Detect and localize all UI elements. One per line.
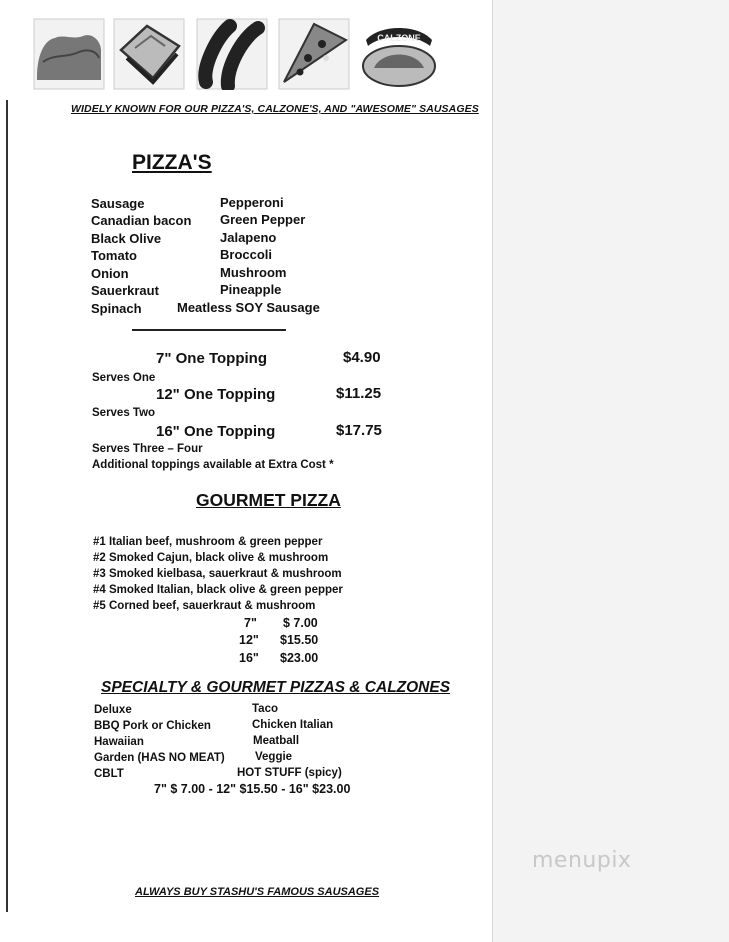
topping-left: Canadian bacon: [91, 213, 192, 228]
gourmet-price: $23.00: [280, 651, 319, 665]
topping-right: Pepperoni: [220, 195, 284, 210]
topping-left: Onion: [91, 266, 129, 281]
pizza-size-label: 7" One Topping: [156, 350, 267, 367]
gourmet-size: 16": [239, 651, 259, 665]
sausage-links-icon: [196, 18, 268, 90]
topping-left: Sauerkraut: [91, 283, 159, 298]
topping-left: Tomato: [91, 248, 137, 263]
topping-right: Pineapple: [220, 282, 282, 297]
pizza-size-price: $4.90: [343, 349, 381, 366]
specialty-item-left: BBQ Pork or Chicken: [94, 720, 211, 732]
topping-left: Black Olive: [91, 231, 162, 246]
gourmet-item: #5 Corned beef, sauerkraut & mushroom: [93, 600, 316, 612]
specialty-item-right: Meatball: [253, 735, 300, 747]
serves-text: Serves Two: [92, 407, 156, 419]
topping-left: Spinach: [91, 301, 142, 316]
specialty-item-right: HOT STUFF (spicy): [237, 767, 342, 779]
serves-text: Serves Three – Four: [92, 443, 203, 455]
specialty-item-left: Hawaiian: [94, 736, 144, 748]
gourmet-price: $ 7.00: [283, 616, 318, 630]
topping-right: Meatless SOY Sausage: [177, 300, 320, 315]
topping-right: Green Pepper: [220, 212, 306, 227]
extra-toppings-note: Additional toppings available at Extra Cost *: [92, 459, 334, 471]
hoagie-roll-icon: [33, 18, 105, 90]
specialty-item-right: Chicken Italian: [252, 719, 334, 731]
serves-text: Serves One: [92, 372, 156, 384]
specialty-heading: SPECIALTY & GOURMET PIZZAS & CALZONES: [101, 679, 451, 696]
pizza-size-price: $17.75: [336, 422, 382, 439]
footer-slogan: ALWAYS BUY STASHU'S FAMOUS SAUSAGES: [135, 886, 380, 898]
sandwich-icon: [113, 18, 185, 90]
topping-right: Mushroom: [220, 265, 287, 280]
topping-left: Sausage: [91, 196, 145, 211]
gourmet-heading: GOURMET PIZZA: [196, 490, 341, 510]
gourmet-item: #3 Smoked kielbasa, sauerkraut & mushroom: [93, 568, 342, 580]
gourmet-item: #4 Smoked Italian, black olive & green pepper: [93, 584, 343, 596]
specialty-item-left: CBLT: [94, 768, 124, 780]
specialty-item-left: Garden (HAS NO MEAT): [94, 752, 225, 764]
gourmet-price: $15.50: [280, 633, 319, 647]
pizza-size-price: $11.25: [336, 385, 382, 402]
left-border-line: [6, 100, 8, 912]
topping-right: Broccoli: [220, 247, 273, 262]
scan-background: [492, 0, 729, 942]
calzone-logo-icon: [360, 18, 438, 90]
specialty-item-left: Deluxe: [94, 704, 132, 716]
specialty-prices-line: 7" $ 7.00 - 12" $15.50 - 16" $23.00: [154, 782, 351, 796]
pizza-size-label: 16" One Topping: [156, 423, 276, 440]
gourmet-item: #1 Italian beef, mushroom & green pepper: [93, 536, 323, 548]
tagline-banner: WIDELY KNOWN FOR OUR PIZZA'S, CALZONE'S, AND "AWESOME" SAUSAGES: [71, 103, 479, 115]
specialty-item-right: Taco: [252, 703, 278, 715]
specialty-item-right: Veggie: [255, 751, 293, 763]
pizzas-heading: PIZZA'S: [132, 151, 212, 174]
calzone-logo-text: CALZONE: [377, 33, 421, 43]
gourmet-item: #2 Smoked Cajun, black olive & mushroom: [93, 552, 329, 564]
section-divider: [132, 329, 286, 331]
pizza-slice-icon: [278, 18, 350, 90]
menupix-watermark: menupix: [532, 848, 632, 873]
topping-right: Jalapeno: [220, 230, 277, 245]
gourmet-size: 7": [244, 616, 257, 630]
gourmet-size: 12": [239, 633, 259, 647]
pizza-size-label: 12" One Topping: [156, 386, 276, 403]
